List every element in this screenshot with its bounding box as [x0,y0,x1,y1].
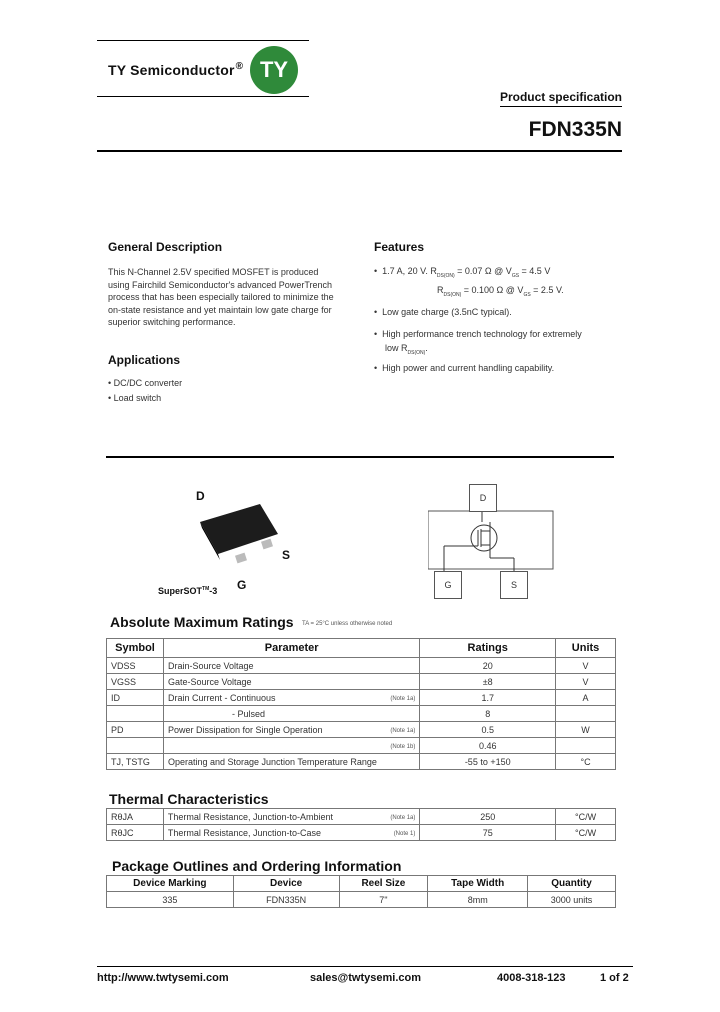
table-row [107,809,616,825]
col-header: Quantity [528,876,616,892]
col-header: Units [556,639,616,658]
section-rule [106,456,614,458]
parameter-cell: Power Dissipation for Single Operation (Note 1a) [163,722,419,738]
unit-cell: °C [556,754,616,770]
unit-cell: °C/W [556,809,616,825]
feature-item: $R_{DS(ON)} = 0.100$ Ω @ $V_{GS} = 2.5$ V. [437,285,564,298]
symbol-cell: VGSS [107,674,164,690]
symbol-cell: RθJC [107,825,164,841]
schematic-pin-s: S [500,571,528,599]
unit-cell: V [556,674,616,690]
parameter-cell: Thermal Resistance, Junction-to-Ambient (Note 1a) [163,809,419,825]
rating-cell: -55 to +150 [420,754,556,770]
footer-page-number: 1 of 2 [600,972,629,984]
parameter-cell: Drain-Source Voltage [163,658,419,674]
table-row [107,722,616,738]
table-row [107,738,616,754]
schematic-pin-g: G [434,571,462,599]
footer-phone: 4008-318-123 [497,972,566,984]
feature-item: low $R_{DS(ON)}$. [385,343,428,356]
col-header: Ratings [420,639,556,658]
table-row [107,825,616,841]
symbol-cell: RθJA [107,809,164,825]
applications-title: Applications [108,353,181,367]
col-header: Symbol [107,639,164,658]
col-header: Device Marking [107,876,234,892]
part-number: FDN335N [528,118,622,141]
schematic-pin-d: D [469,484,497,512]
rating-cell: ±8 [420,674,556,690]
title-rule [97,150,622,152]
col-header: Device [233,876,339,892]
ordering-table [106,875,616,908]
table-header-row [107,876,616,892]
package-name: SuperSOT™-3 [158,586,218,596]
thermal-title: Thermal Characteristics [109,791,269,807]
symbol-cell: TJ, TSTG [107,754,164,770]
table-header-row [107,639,616,658]
table-cell: 8mm [428,892,528,908]
symbol-cell: ID [107,690,164,706]
parameter-cell: Drain Current - Continuous (Note 1a) [163,690,419,706]
rating-cell: 250 [420,809,556,825]
table-row [107,658,616,674]
pin-label-s: S [282,548,291,562]
rating-cell: 8 [420,706,556,722]
footer-website[interactable]: http://www.twtysemi.com [97,972,229,984]
table-cell: 7'' [339,892,428,908]
unit-cell: A [556,690,616,706]
table-row [107,690,616,706]
general-description-text: This N-Channel 2.5V specified MOSFET is produced using Fairchild Semiconductor's advanced PowerTrench process that has been especially tailored to minimize the on-state resistance and yet maintain low gate charge for superior switching performance. [108,267,334,327]
feature-item: • Low gate charge (3.5nC typical). [374,307,512,317]
parameter-cell: - Pulsed [163,706,419,722]
unit-cell: V [556,658,616,674]
application-item: • DC/DC converter [108,378,183,388]
package-image [190,500,300,580]
footer-email[interactable]: sales@twtysemi.com [310,972,421,984]
rating-cell: 1.7 [420,690,556,706]
unit-cell: W [556,722,616,738]
rating-cell: 75 [420,825,556,841]
ordering-title: Package Outlines and Ordering Information [112,858,402,874]
parameter-cell: Operating and Storage Junction Temperature Range [163,754,419,770]
rating-cell: 0.46 [420,738,556,754]
pin-label-g: G [237,578,247,592]
feature-item: • 1.7 A, 20 V. $R_{DS(ON)} = 0.07$ Ω @ $V_{GS} = 4.5$ V [374,266,551,279]
parameter-cell: Gate-Source Voltage [163,674,419,690]
feature-item: • High power and current handling capability. [374,363,555,373]
symbol-cell [107,738,164,754]
table-row [107,892,616,908]
unit-cell [556,706,616,722]
unit-cell [556,738,616,754]
col-header: Tape Width [428,876,528,892]
table-cell: 335 [107,892,234,908]
parameter-cell: Thermal Resistance, Junction-to-Case (Note 1) [163,825,419,841]
application-item: • Load switch [108,393,162,403]
thermal-table [106,808,616,841]
company-name: TY Semiconductor® [108,61,244,78]
abs-max-table [106,638,616,770]
table-row [107,706,616,722]
abs-max-conditions: TA = 25°C unless otherwise noted [302,621,393,627]
symbol-cell: PD [107,722,164,738]
features-title: Features [374,240,425,254]
company-logo: TY [250,46,298,94]
header-rule-top [97,40,309,41]
table-cell: FDN335N [233,892,339,908]
footer-rule [97,966,633,967]
col-header: Parameter [163,639,419,658]
lead-source [261,539,273,550]
symbol-cell [107,706,164,722]
rating-cell: 0.5 [420,722,556,738]
table-row [107,674,616,690]
rating-cell: 20 [420,658,556,674]
doc-type: Product specification [499,90,622,104]
col-header: Reel Size [339,876,428,892]
pin-label-d: D [196,489,205,503]
doc-type-rule [500,106,622,107]
unit-cell: °C/W [556,825,616,841]
abs-max-title: Absolute Maximum Ratings [110,614,294,630]
general-description-title: General Description [108,240,223,254]
feature-item: • High performance trench technology for extremely [374,329,582,339]
table-cell: 3000 units [528,892,616,908]
header-rule-bottom [97,96,309,97]
parameter-cell: (Note 1b) [163,738,419,754]
symbol-cell: VDSS [107,658,164,674]
lead-gate [235,553,247,564]
table-row [107,754,616,770]
